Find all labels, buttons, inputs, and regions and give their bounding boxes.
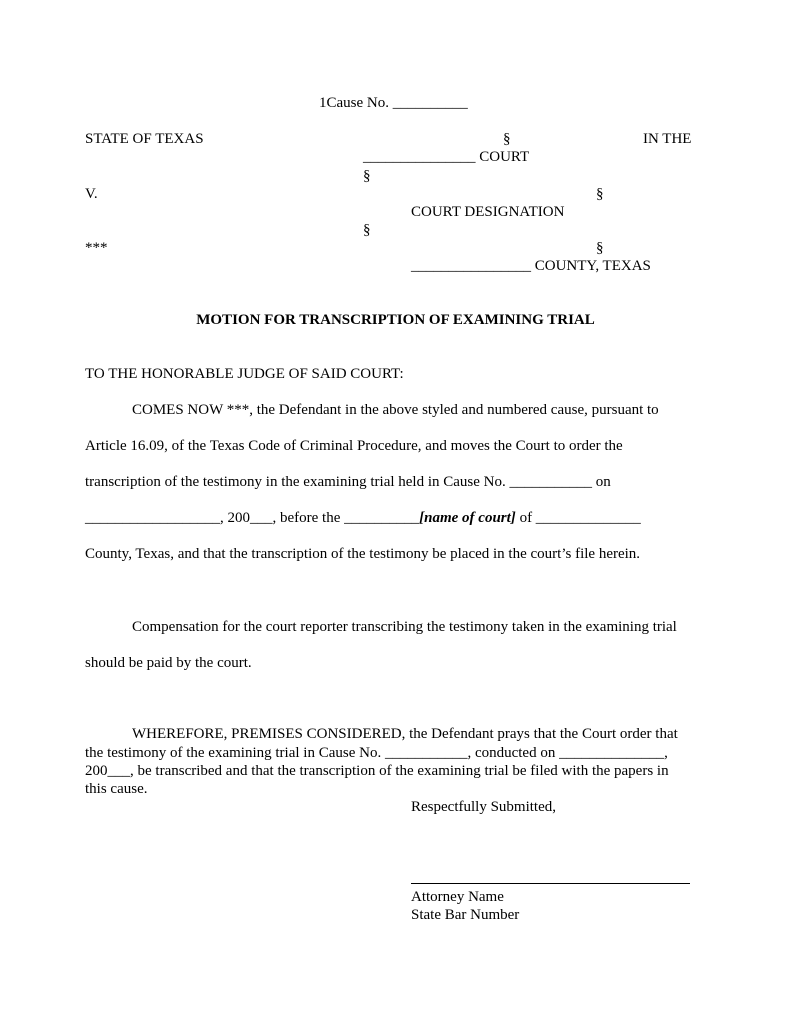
paragraph-1-line: transcription of the testimony in the examining trial held in Cause No. ___________ on [85, 474, 611, 490]
closing: Respectfully Submitted, [411, 799, 556, 815]
signature-line [411, 883, 690, 884]
paragraph-3-line: WHEREFORE, PREMISES CONSIDERED, the Defendant prays that the Court order that [132, 726, 678, 742]
paragraph-2-line: should be paid by the court. [85, 655, 252, 671]
versus-label: V. [85, 186, 98, 202]
section-mark: § [363, 222, 371, 238]
attorney-name: Attorney Name [411, 889, 504, 905]
paragraph-1-line [85, 509, 641, 527]
paragraph-3-line: this cause. [85, 781, 148, 797]
salutation: TO THE HONORABLE JUDGE OF SAID COURT: [85, 366, 404, 382]
county-blank: of ______________ [515, 510, 641, 526]
section-mark: § [503, 131, 511, 147]
state-bar-number: State Bar Number [411, 907, 520, 923]
defendant-placeholder: *** [85, 240, 108, 256]
section-mark: § [363, 168, 371, 184]
paragraph-1-line: COMES NOW ***, the Defendant in the above styled and numbered cause, pursuant to [132, 402, 659, 418]
document-title: MOTION FOR TRANSCRIPTION OF EXAMINING TRIAL [196, 312, 595, 328]
county-line: ________________ COUNTY, TEXAS [411, 258, 651, 274]
paragraph-1-line: Article 16.09, of the Texas Code of Criminal Procedure, and moves the Court to order the [85, 438, 623, 454]
court-designation: COURT DESIGNATION [411, 204, 565, 220]
paragraph-3-line: 200___, be transcribed and that the transcription of the examining trial be filed with the papers in [85, 763, 669, 779]
paragraph-3-line: the testimony of the examining trial in Cause No. ___________, conducted on ______________, [85, 745, 668, 761]
court-line: _______________ COURT [363, 149, 530, 165]
state-of-texas: STATE OF TEXAS [85, 131, 204, 147]
in-the-label: IN THE [643, 131, 692, 147]
date-court-blanks: __________________, 200___, before the __________ [85, 510, 420, 526]
section-mark: § [596, 186, 604, 202]
section-mark: § [596, 240, 604, 256]
paragraph-1-line: County, Texas, and that the transcription of the testimony be placed in the court’s file herein. [85, 546, 641, 562]
cause-number: 1Cause No. __________ [319, 95, 468, 111]
court-name-placeholder: [name of court] [419, 510, 516, 526]
paragraph-2-line: Compensation for the court reporter transcribing the testimony taken in the examining trial [132, 619, 677, 635]
